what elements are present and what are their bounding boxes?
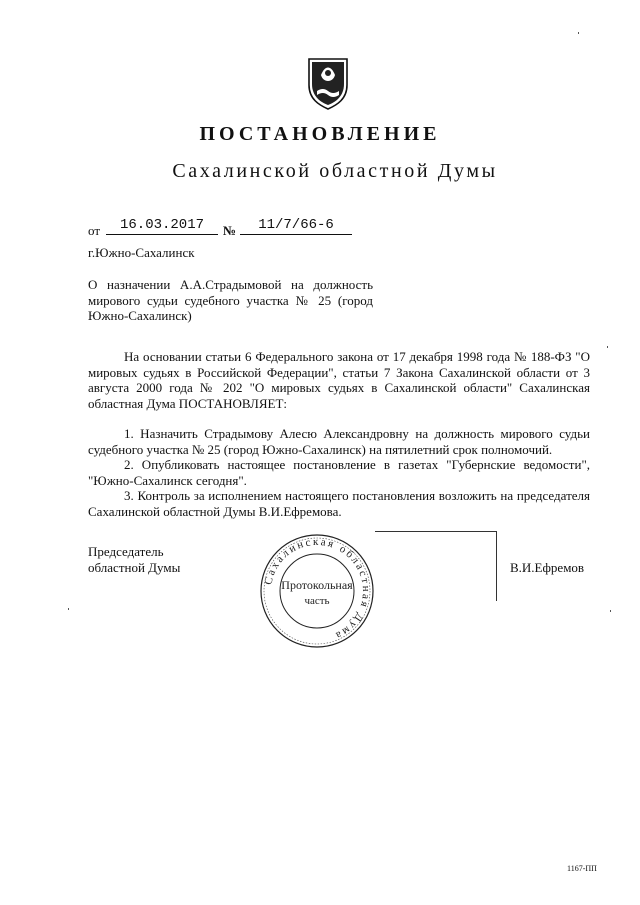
- body-item-1: 1. Назначить Страдымову Алесю Александровну на должность мирового судьи судебного участка № 25 (город Южно-Сахалинск) на пятилетний срок полномочий.: [88, 426, 590, 457]
- footer-code: 1167-ПП: [567, 864, 597, 873]
- stamp-frame-line: [375, 531, 497, 532]
- stamp-frame-line-vertical: [496, 531, 497, 601]
- document-title: ПОСТАНОВЛЕНИЕ: [199, 123, 441, 145]
- signatory-name: В.И.Ефремов: [510, 560, 585, 575]
- scan-speck: [607, 346, 608, 348]
- body-preamble: На основании статьи 6 Федерального закона от 17 декабря 1998 года № 188-ФЗ "О мировых судьях в Российской Федерации", статьи 7 Закона Сахалинской области от 3 августа 2000 года № 202 "О мировых судьях в Сахалинской области" Сахалинская областная Дума ПОСТАНОВЛЯЕТ:: [88, 349, 590, 411]
- scan-speck: [578, 32, 579, 34]
- signatory-position-line2: областной Думы: [88, 560, 181, 575]
- scan-speck: [68, 608, 69, 610]
- document-number: 11/7/66-6: [240, 217, 352, 235]
- document-subject: О назначении А.А.Страдымовой на должность мирового судьи судебного участка № 25 (город Южно-Сахалинск): [88, 277, 373, 323]
- signatory-position-line1: Председатель: [88, 544, 164, 559]
- stamp-center-line1: Протокольная: [281, 578, 353, 592]
- scan-speck: [610, 610, 611, 612]
- stamp-ring-text: Сахалинская областная Дума: [262, 535, 373, 643]
- document-subtitle: Сахалинской областной Думы: [172, 160, 498, 182]
- signatory-position: [88, 544, 180, 576]
- date-label: от: [88, 223, 101, 238]
- body-item-3: 3. Контроль за исполнением настоящего постановления возложить на председателя Сахалинской областной Думы В.И.Ефремова.: [88, 488, 590, 519]
- stamp-center-line2: часть: [304, 595, 330, 607]
- body-item-2: 2. Опубликовать настоящее постановление в газетах "Губернские ведомости", "Южно-Сахалинск сегодня".: [88, 457, 590, 488]
- document-body: [88, 349, 590, 519]
- sakhalin-emblem-icon: [303, 55, 353, 111]
- number-label: №: [223, 223, 237, 238]
- document-city: г.Южно-Сахалинск: [88, 245, 195, 260]
- official-stamp: [258, 532, 376, 650]
- document-date: 16.03.2017: [106, 217, 218, 235]
